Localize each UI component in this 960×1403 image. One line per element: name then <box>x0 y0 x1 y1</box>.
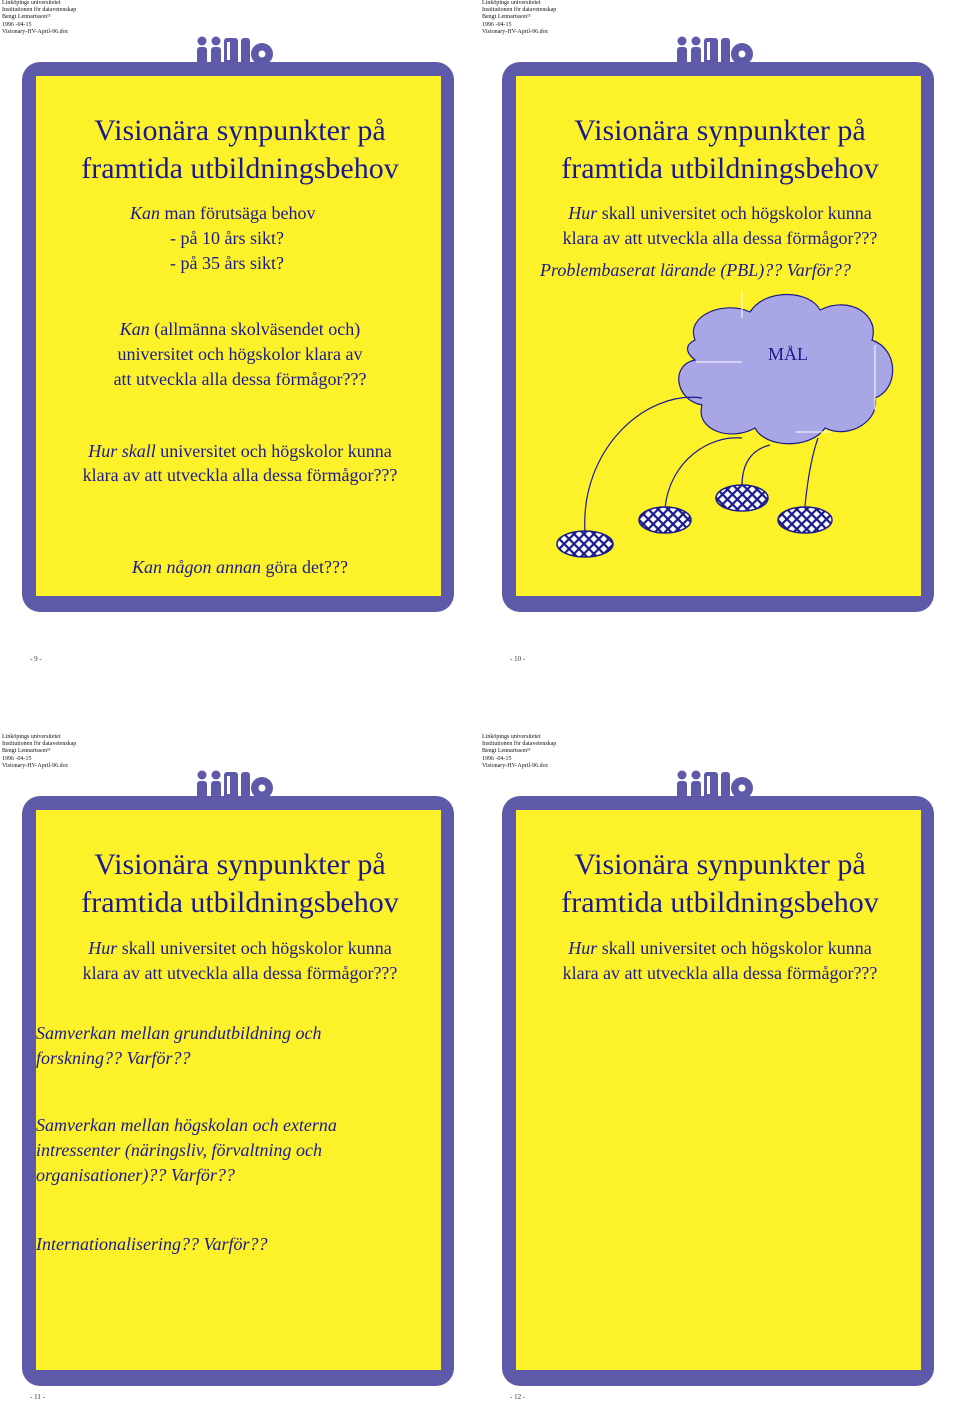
header-author: Bengt Lennartsson¹¹ <box>482 748 531 755</box>
arrow <box>805 438 818 506</box>
text-line: Hur skall universitet och högskolor kunna <box>88 938 392 958</box>
slide-title <box>480 112 960 188</box>
page-header <box>2 0 76 36</box>
text-line: Samverkan mellan högskolan och externa <box>36 1115 337 1135</box>
title-line-1: Visionära synpunkter på <box>94 848 386 881</box>
slide-12 <box>480 702 960 1402</box>
header-department: Institutionen för datavetenskap <box>482 741 557 748</box>
header-department: Institutionen för datavetenskap <box>482 7 557 14</box>
text-line: Hur skall universitet och högskolor kunna <box>88 441 392 461</box>
header-file: Visionary-HV-April-96.doc <box>482 762 549 769</box>
header-date: 1996 -04-15 <box>482 21 512 28</box>
header-university: Linköpings universitetet <box>2 734 61 740</box>
text-line: organisationer)?? Varför?? <box>36 1165 235 1185</box>
title-line-1: Visionära synpunkter på <box>574 848 866 881</box>
header-date: 1996 -04-15 <box>482 755 512 762</box>
text-line: Problembaserat lärande (PBL)?? Varför?? <box>540 260 851 280</box>
slide-9 <box>0 0 480 700</box>
header-file: Visionary-HV-April-96.doc <box>2 762 69 769</box>
page-header <box>2 734 76 770</box>
page-number: - 10 - <box>510 655 526 663</box>
text-line: Samverkan mellan grundutbildning och <box>36 1023 322 1043</box>
text-line: Internationalisering?? Varför?? <box>36 1234 268 1254</box>
slide-title <box>0 112 480 188</box>
text-line: Kan man förutsäga behov <box>130 203 316 223</box>
slide-title <box>0 846 480 922</box>
title-line-1: Visionära synpunkter på <box>94 114 386 147</box>
text-line: intressenter (näringsliv, förvaltning och <box>36 1140 322 1160</box>
text-line: Kan någon annan göra det??? <box>132 557 348 577</box>
text-line: - på 10 års sikt? <box>170 228 284 248</box>
slide-10 <box>480 0 960 700</box>
title-line-2: framtida utbildningsbehov <box>561 886 879 919</box>
header-department: Institutionen för datavetenskap <box>2 741 77 748</box>
text-line: forskning?? Varför?? <box>36 1048 191 1068</box>
text-line: Kan (allmänna skolväsendet och) <box>119 319 361 339</box>
text-line: klara av att utveckla alla dessa förmågor??? <box>562 963 878 983</box>
header-university: Linköpings universitetet <box>2 0 61 6</box>
header-author: Bengt Lennartsson¹¹ <box>2 14 51 21</box>
hatched-ellipse <box>639 507 691 533</box>
text-line: Hur skall universitet och högskolor kunna <box>568 938 872 958</box>
hatched-ellipse <box>716 485 768 511</box>
text-line: att utveckla alla dessa förmågor??? <box>113 369 367 389</box>
text-line: - på 35 års sikt? <box>170 253 284 273</box>
page-number: - 9 - <box>30 655 42 663</box>
header-department: Institutionen för datavetenskap <box>2 7 77 14</box>
slide-11 <box>0 702 480 1402</box>
header-university: Linköpings universitetet <box>482 0 541 6</box>
page-header <box>482 0 556 36</box>
hatched-ellipse <box>778 507 832 533</box>
text-line: klara av att utveckla alla dessa förmågor??? <box>562 228 878 248</box>
page-number: - 12 - <box>510 1393 526 1401</box>
text-line: universitet och högskolor klara av <box>117 344 363 364</box>
arrow <box>742 445 770 486</box>
hatched-ellipse <box>557 531 613 557</box>
page-header <box>482 734 556 770</box>
title-line-2: framtida utbildningsbehov <box>81 886 399 919</box>
title-line-1: Visionära synpunkter på <box>574 114 866 147</box>
goal-cloud <box>679 295 893 444</box>
header-author: Bengt Lennartsson¹¹ <box>482 14 531 21</box>
text-line: klara av att utveckla alla dessa förmågor??? <box>82 465 398 485</box>
text-line: klara av att utveckla alla dessa förmågor??? <box>82 963 398 983</box>
header-date: 1996 -04-15 <box>2 21 32 28</box>
header-date: 1996 -04-15 <box>2 755 32 762</box>
title-line-2: framtida utbildningsbehov <box>561 152 879 185</box>
page-number: - 11 - <box>30 1393 45 1401</box>
header-file: Visionary-HV-April-96.doc <box>2 28 69 35</box>
text-line: Hur skall universitet och högskolor kunna <box>568 203 872 223</box>
header-university: Linköpings universitetet <box>482 734 541 740</box>
header-file: Visionary-HV-April-96.doc <box>482 28 549 35</box>
header-author: Bengt Lennartsson¹¹ <box>2 748 51 755</box>
goal-diagram <box>480 280 960 580</box>
title-line-2: framtida utbildningsbehov <box>81 152 399 185</box>
slide-title <box>480 846 960 922</box>
goal-label: MÅL <box>768 344 808 364</box>
